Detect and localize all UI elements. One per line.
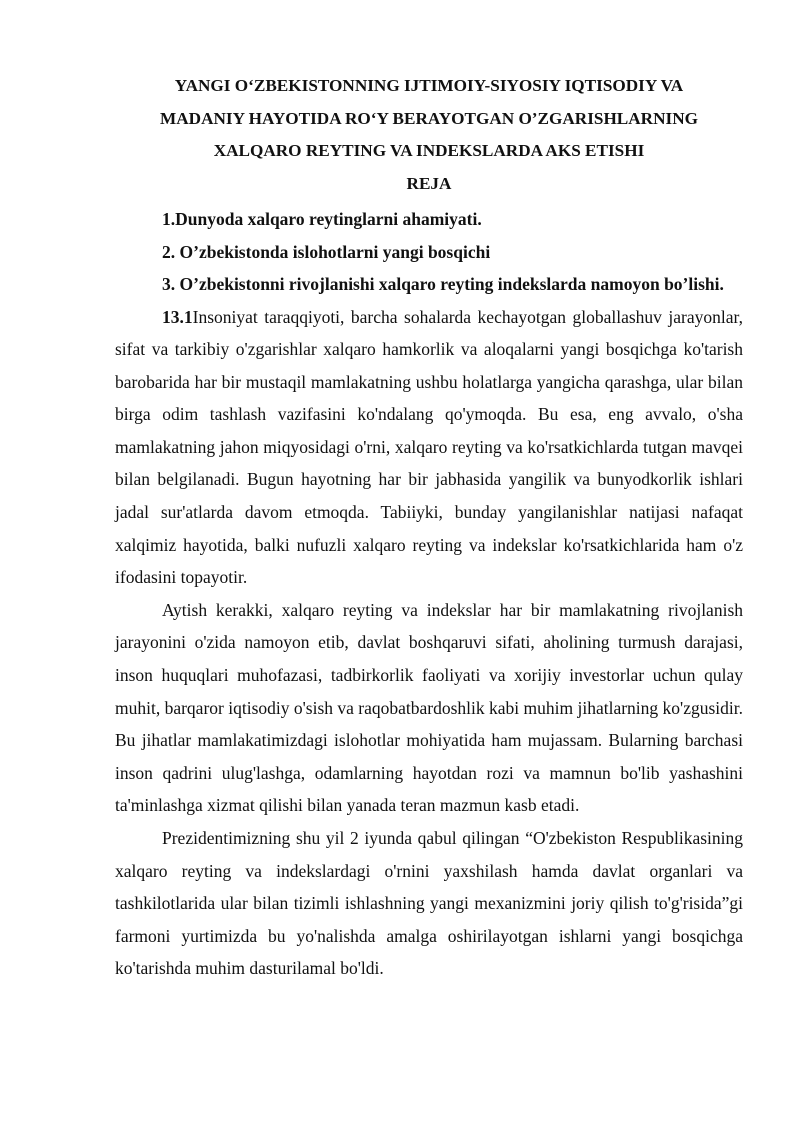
plan-item: 3. O’zbekistonni rivojlanishi xalqaro reyting indekslarda namoyon bo’lishi. — [162, 274, 724, 294]
plan-heading: REJA — [406, 173, 452, 193]
document-body — [115, 70, 743, 985]
body-paragraph — [115, 594, 743, 822]
title-line: MADANIY HAYOTIDA RO‘Y BERAYOTGAN O’ZGARISHLARNING — [160, 108, 698, 128]
plan-list — [115, 203, 743, 301]
document-title — [115, 70, 743, 168]
title-line: XALQARO REYTING VA INDEKSLARDA AKS ETISHI — [213, 141, 645, 160]
section-number: 13.1 — [162, 306, 193, 327]
body-paragraph — [115, 822, 743, 985]
plan-item: 2. O’zbekistonda islohotlarni yangi bosqichi — [162, 241, 491, 262]
plan-item: 1.Dunyoda xalqaro reytinglarni ahamiyati. — [162, 209, 482, 229]
title-line: YANGI O‘ZBEKISTONNING IJTIMOIY-SIYOSIY IQTISODIY VA — [174, 76, 684, 95]
paragraph-text: Prezidentimizning shu yil 2 iyunda qabul qilingan “O'zbekiston Respublikasining xalqaro reyting va indekslardagi o'rnini yaxshilash hamda davlat organlari va tashkilotlarida ular bilan tizimli ishlashning yangi mexanizmini joriy qilish to'g'risida”gi farmoni yurtimizda bu yo'nalishda amalga oshirilayotgan ishlarni yangi bosqichga ko'tarishda muhim dasturilamal bo'ldi. — [115, 828, 743, 979]
paragraph-text: Aytish kerakki, xalqaro reyting va indekslar har bir mamlakatning rivojlanish jarayonini o'zida namoyon etib, davlat boshqaruvi sifati, aholining turmush darajasi, inson huquqlari muhofazasi, tadbirkorlik faoliyati va xorijiy investorlar uchun qulay muhit, barqaror iqtisodiy o'sish va raqobatbardoshlik kabi muhim jihatlarning ko'zgusidir. Bu jihatlar mamlakatimizdagi islohotlar mohiyatida ham mujassam. Bularning barchasi inson qadrini ulug'lashga, odamlarning hayotdan rozi va mamnun bo'lib yashashini ta'minlashga xizmat qilishi bilan yanada teran mazmun kasb etadi. — [115, 599, 743, 816]
paragraph-text: Insoniyat taraqqiyoti, barcha sohalarda kechayotgan globallashuv jarayonlar, sifat va tarkibiy o'zgarishlar xalqaro hamkorlik va aloqalarni yangi bosqichga ko'tarish barobarida har bir mustaqil mamlakatning ushbu holatlarga yangicha qarashga, ular bilan birga odim tashlash vazifasini ko'ndalang qo'ymoqda. Bu esa, eng avvalo, o'sha mamlakatning jahon miqyosidagi o'rni, xalqaro reyting va ko'rsatkichlarda tutgan mavqei bilan belgilanadi. Bugun hayotning har bir jabhasida yangilik va bunyodkorlik ishlari jadal sur'atlarda davom etmoqda. Tabiiyki, bunday yangilanishlar natijasi nafaqat xalqimiz hayotida, balki nufuzli xalqaro reyting va indekslar ko'rsatkichlarida ham o'z ifodasini topayotir. — [115, 306, 743, 588]
body-paragraph — [115, 301, 743, 594]
